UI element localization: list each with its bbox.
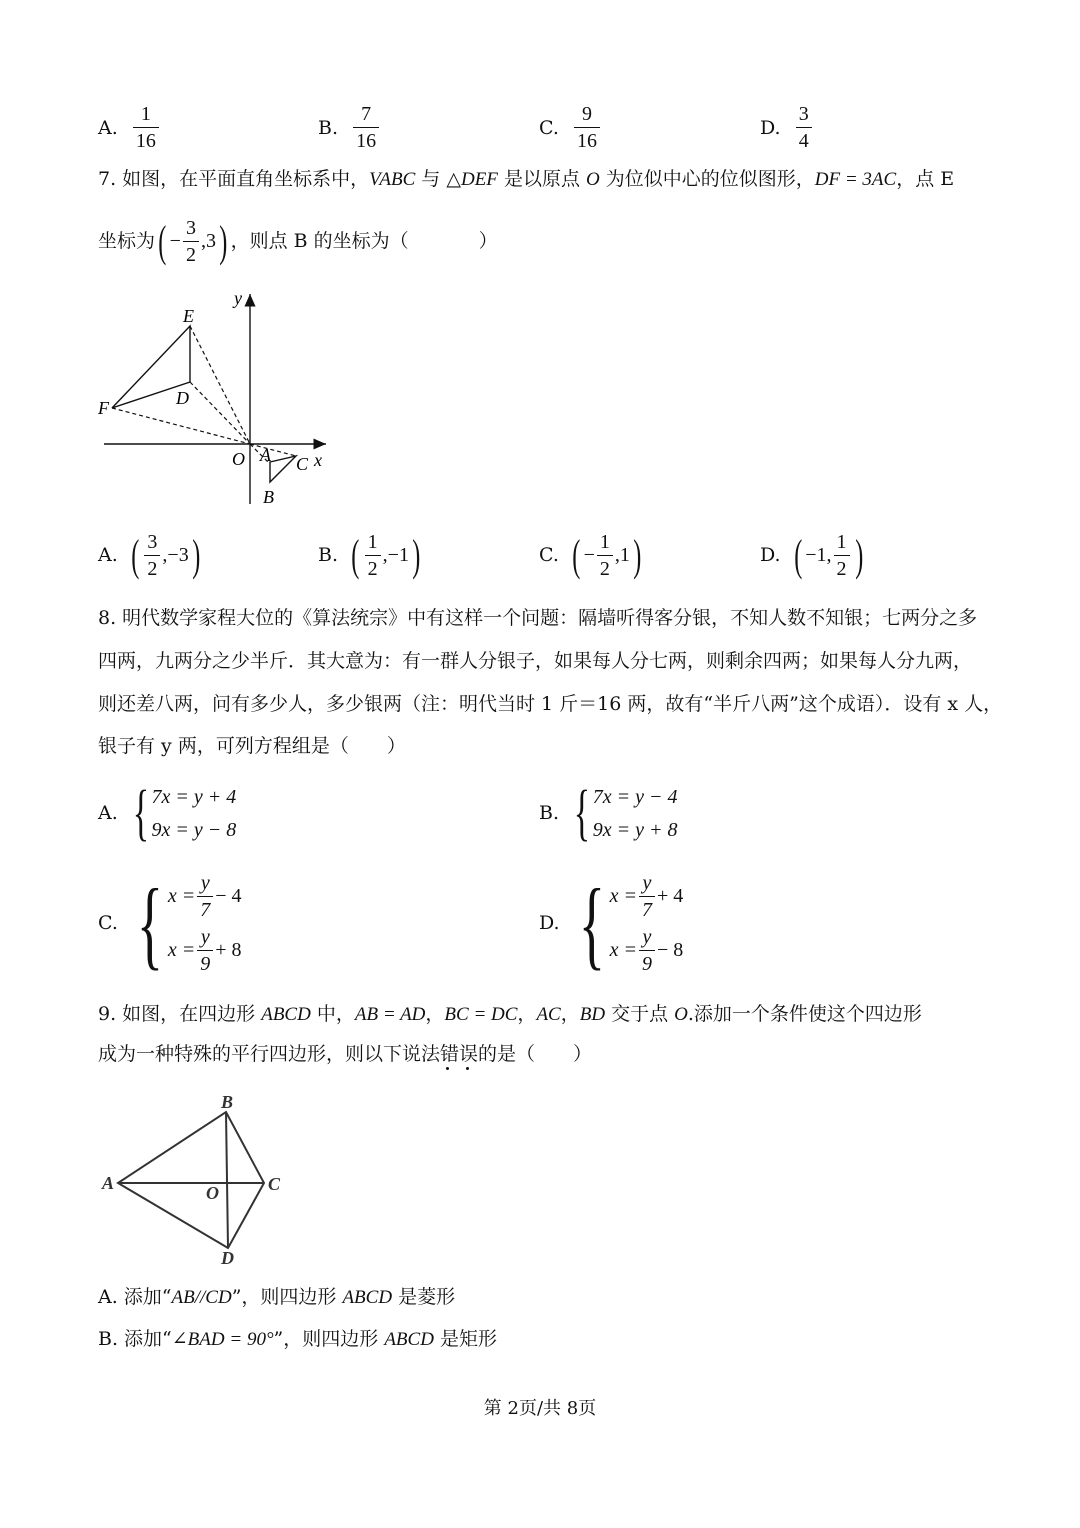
dashed-do — [190, 382, 250, 444]
fraction: $\frac{y}{7}$ — [639, 873, 655, 921]
q7-option-a[interactable]: A. ( $\frac{3}{2}$ ,−3 ) — [98, 530, 201, 580]
q9-quadrilateral-figure — [96, 1088, 296, 1268]
q7-option-c[interactable]: C. ( − $\frac{1}{2}$ ,1 ) — [539, 530, 642, 580]
equation: x = $\frac{y}{7}$ + 4 — [609, 871, 684, 921]
option-label: D. — [760, 116, 781, 139]
option-label: A. — [98, 802, 118, 824]
fraction: $\frac{1}{16}$ — [133, 104, 159, 152]
label-b: B — [221, 1092, 234, 1112]
equation: x = $\frac{y}{7}$ − 4 — [167, 871, 242, 921]
option-label: C. — [98, 912, 118, 934]
q7-option-d[interactable]: D. ( −1, $\frac{1}{2}$ ) — [760, 530, 863, 580]
option-label: D. — [539, 912, 560, 934]
fraction: $\frac{1}{2}$ — [597, 532, 613, 580]
q6-option-d[interactable] — [760, 104, 812, 152]
q6-option-c[interactable] — [539, 104, 600, 152]
label-c: C — [268, 1174, 281, 1194]
label-o: O — [232, 449, 245, 469]
fraction: $\frac{9}{16}$ — [574, 104, 600, 152]
q7-stem-line2: 坐标为 ( − $\frac{3}{2}$ ,3 ) ，则点 B 的坐标为（ ） — [98, 216, 498, 266]
label-x: x — [314, 450, 322, 470]
diagonal-bd — [226, 1112, 228, 1248]
label-c: C — [296, 454, 309, 474]
q7-option-b[interactable]: B. ( $\frac{1}{2}$ ,−1 ) — [318, 530, 421, 580]
emphasis-dot — [466, 1067, 469, 1070]
q8-stem-line4: 银子有 y 两，可列方程组是（ ） — [98, 735, 406, 757]
dashed-fo — [112, 408, 250, 444]
q6-option-a[interactable] — [98, 104, 159, 152]
equation: 7x = y + 4 — [151, 785, 237, 808]
dashed-oc — [250, 444, 296, 456]
q9-stem-line2: 成为一种特殊的平行四边形，则以下说法错误的是（ ） — [98, 1043, 593, 1065]
left-brace: { — [573, 779, 591, 847]
fraction: $\frac{1}{2}$ — [834, 532, 850, 580]
left-brace: { — [132, 779, 149, 847]
quadrilateral-abcd — [118, 1112, 264, 1248]
q8-option-c[interactable] — [98, 866, 242, 981]
fraction: $\frac{3}{2}$ — [144, 532, 160, 580]
option-label: B. — [318, 544, 339, 566]
option-label: C. — [539, 116, 559, 139]
label-d: D — [176, 388, 189, 408]
fraction: $\frac{y}{9}$ — [197, 927, 213, 975]
page-footer: 第 2页/共 8页 — [483, 1398, 597, 1419]
coord-e: − $\frac{3}{2}$ ,3 — [169, 216, 216, 266]
q7-coordinate-figure — [90, 284, 340, 514]
fraction: $\frac{1}{2}$ — [365, 532, 381, 580]
dashed-eo — [190, 326, 250, 444]
fraction: $\frac{3}{2}$ — [183, 218, 199, 266]
fraction: $\frac{y}{7}$ — [197, 873, 213, 921]
label-a: A — [260, 445, 271, 465]
fraction: $\frac{3}{4}$ — [796, 104, 812, 152]
left-brace: { — [136, 868, 164, 979]
label-y: y — [234, 288, 242, 308]
option-label: A. — [98, 544, 118, 566]
option-label: B. — [539, 802, 560, 824]
option-label: D. — [760, 544, 781, 566]
option-label: B. — [318, 116, 339, 139]
equation: 7x = y − 4 — [592, 785, 678, 808]
label-a: A — [102, 1173, 115, 1193]
emphasis-dot — [446, 1067, 449, 1070]
left-brace: { — [578, 868, 605, 979]
q6-option-b[interactable] — [318, 104, 379, 152]
label-o: O — [206, 1183, 219, 1203]
q9-option-a[interactable]: A. 添加“AB//CD”，则四边形 ABCD 是菱形 — [98, 1286, 456, 1308]
label-d: D — [221, 1248, 234, 1268]
label-f: F — [98, 398, 109, 418]
q8-stem-line3: 则还差八两，问有多少人，多少银两（注：明代当时 1 斤＝16 两，故有“半斤八两”这个成语）．设有 x 人， — [98, 693, 1003, 715]
q8-option-b[interactable] — [539, 778, 678, 849]
equation: 9x = y − 8 — [151, 818, 237, 841]
label-b: B — [263, 487, 274, 507]
q8-stem-line2: 四两，九两分之少半斤．其大意为：有一群人分银子，如果每人分七两，则剩余四两；如果每人分九两， — [98, 650, 973, 672]
fraction: $\frac{y}{9}$ — [639, 927, 655, 975]
paren-left: ( — [158, 217, 167, 266]
label-e: E — [183, 306, 194, 326]
q8-option-a[interactable] — [98, 778, 236, 849]
option-label: C. — [539, 544, 559, 566]
equation: x = $\frac{y}{9}$ + 8 — [167, 925, 242, 975]
equation: x = $\frac{y}{9}$ − 8 — [609, 925, 684, 975]
fraction: $\frac{7}{16}$ — [353, 104, 379, 152]
q8-stem-line1: 8. 明代数学家程大位的《算法统宗》中有这样一个问题：隔墙听得客分银，不知人数不知银；七两分之多 — [98, 607, 978, 629]
equation: 9x = y + 8 — [592, 818, 678, 841]
paren-right: ) — [219, 217, 228, 266]
q7-stem-line1: 7. 如图，在平面直角坐标系中，VABC 与 △DEF 是以原点 O 为位似中心的位似图形，DF = 3AC，点 E — [98, 168, 955, 190]
option-label: A. — [98, 116, 118, 139]
q8-option-d[interactable] — [539, 866, 683, 981]
triangle-abc — [270, 456, 296, 482]
q9-option-b[interactable]: B. 添加“∠BAD = 90°”，则四边形 ABCD 是矩形 — [98, 1328, 497, 1350]
q9-stem-line1: 9. 如图，在四边形 ABCD 中，AB = AD，BC = DC，AC，BD 交于点 O.添加一个条件使这个四边形 — [98, 1003, 922, 1025]
